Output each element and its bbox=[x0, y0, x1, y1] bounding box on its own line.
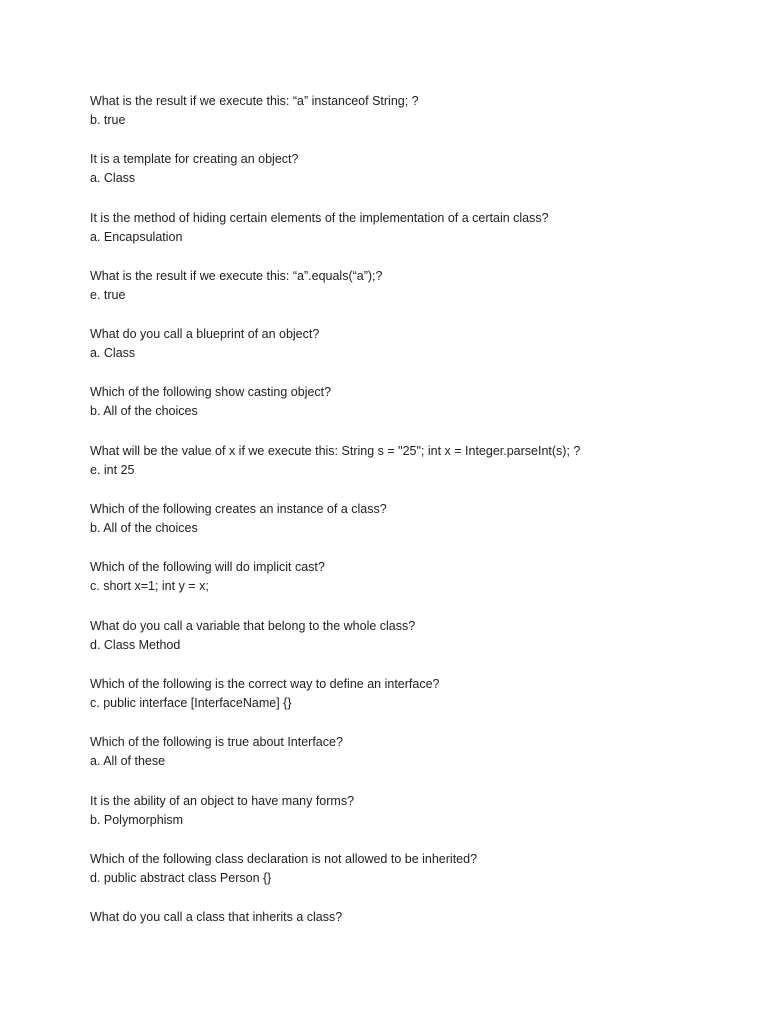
answer-text: a. Class bbox=[90, 171, 136, 186]
question-text: What do you call a variable that belong to the whole class? bbox=[90, 618, 416, 633]
question-text: Which of the following is the correct way to define an interface? bbox=[90, 676, 440, 691]
answer-text: b. All of the choices bbox=[90, 404, 198, 419]
qa-item bbox=[90, 733, 730, 791]
qa-item bbox=[90, 209, 730, 267]
answer-text: c. public interface [InterfaceName] {} bbox=[90, 695, 292, 710]
qa-item bbox=[90, 850, 730, 908]
answer-text: d. public abstract class Person {} bbox=[90, 870, 272, 885]
question-text: Which of the following will do implicit cast? bbox=[90, 560, 325, 575]
question-text: What do you call a blueprint of an object? bbox=[90, 327, 320, 342]
answer-text: b. true bbox=[90, 113, 126, 127]
qa-item bbox=[90, 558, 730, 616]
answer-text: a. Class bbox=[90, 346, 136, 361]
qa-item bbox=[90, 617, 730, 675]
question-list bbox=[90, 92, 730, 966]
answer-text: a. Encapsulation bbox=[90, 229, 183, 244]
qa-item bbox=[90, 267, 730, 325]
qa-item bbox=[90, 792, 730, 850]
question-text: What will be the value of x if we execute this: String s = "25"; int x = Integer.parseInt(s); ? bbox=[90, 443, 581, 458]
answer-text: d. Class Method bbox=[90, 637, 181, 652]
answer-text: e. true bbox=[90, 287, 126, 302]
qa-item bbox=[90, 150, 730, 208]
question-text: What do you call a class that inherits a class? bbox=[90, 910, 343, 925]
answer-text: b. Polymorphism bbox=[90, 812, 184, 827]
qa-item bbox=[90, 500, 730, 558]
question-text: It is the ability of an object to have many forms? bbox=[90, 793, 355, 808]
question-text: Which of the following is true about Interface? bbox=[90, 735, 343, 750]
question-text: It is a template for creating an object? bbox=[90, 152, 299, 167]
qa-item bbox=[90, 442, 730, 500]
answer-text: a. All of these bbox=[90, 754, 166, 769]
question-text: Which of the following class declaration is not allowed to be inherited? bbox=[90, 851, 478, 866]
question-text: Which of the following creates an instance of a class? bbox=[90, 502, 387, 517]
answer-text: e. int 25 bbox=[90, 462, 135, 477]
question-text: Which of the following show casting object? bbox=[90, 385, 332, 400]
qa-item bbox=[90, 383, 730, 441]
question-text: What is the result if we execute this: “a”.equals(“a”);? bbox=[90, 268, 383, 283]
question-text: What is the result if we execute this: “a” instanceof String; ? bbox=[90, 94, 419, 108]
answer-text: c. short x=1; int y = x; bbox=[90, 579, 209, 594]
qa-item bbox=[90, 92, 730, 150]
qa-item bbox=[90, 325, 730, 383]
question-text: It is the method of hiding certain elements of the implementation of a certain class? bbox=[90, 210, 549, 225]
qa-item bbox=[90, 908, 730, 966]
qa-item bbox=[90, 675, 730, 733]
answer-text: b. All of the choices bbox=[90, 521, 198, 536]
